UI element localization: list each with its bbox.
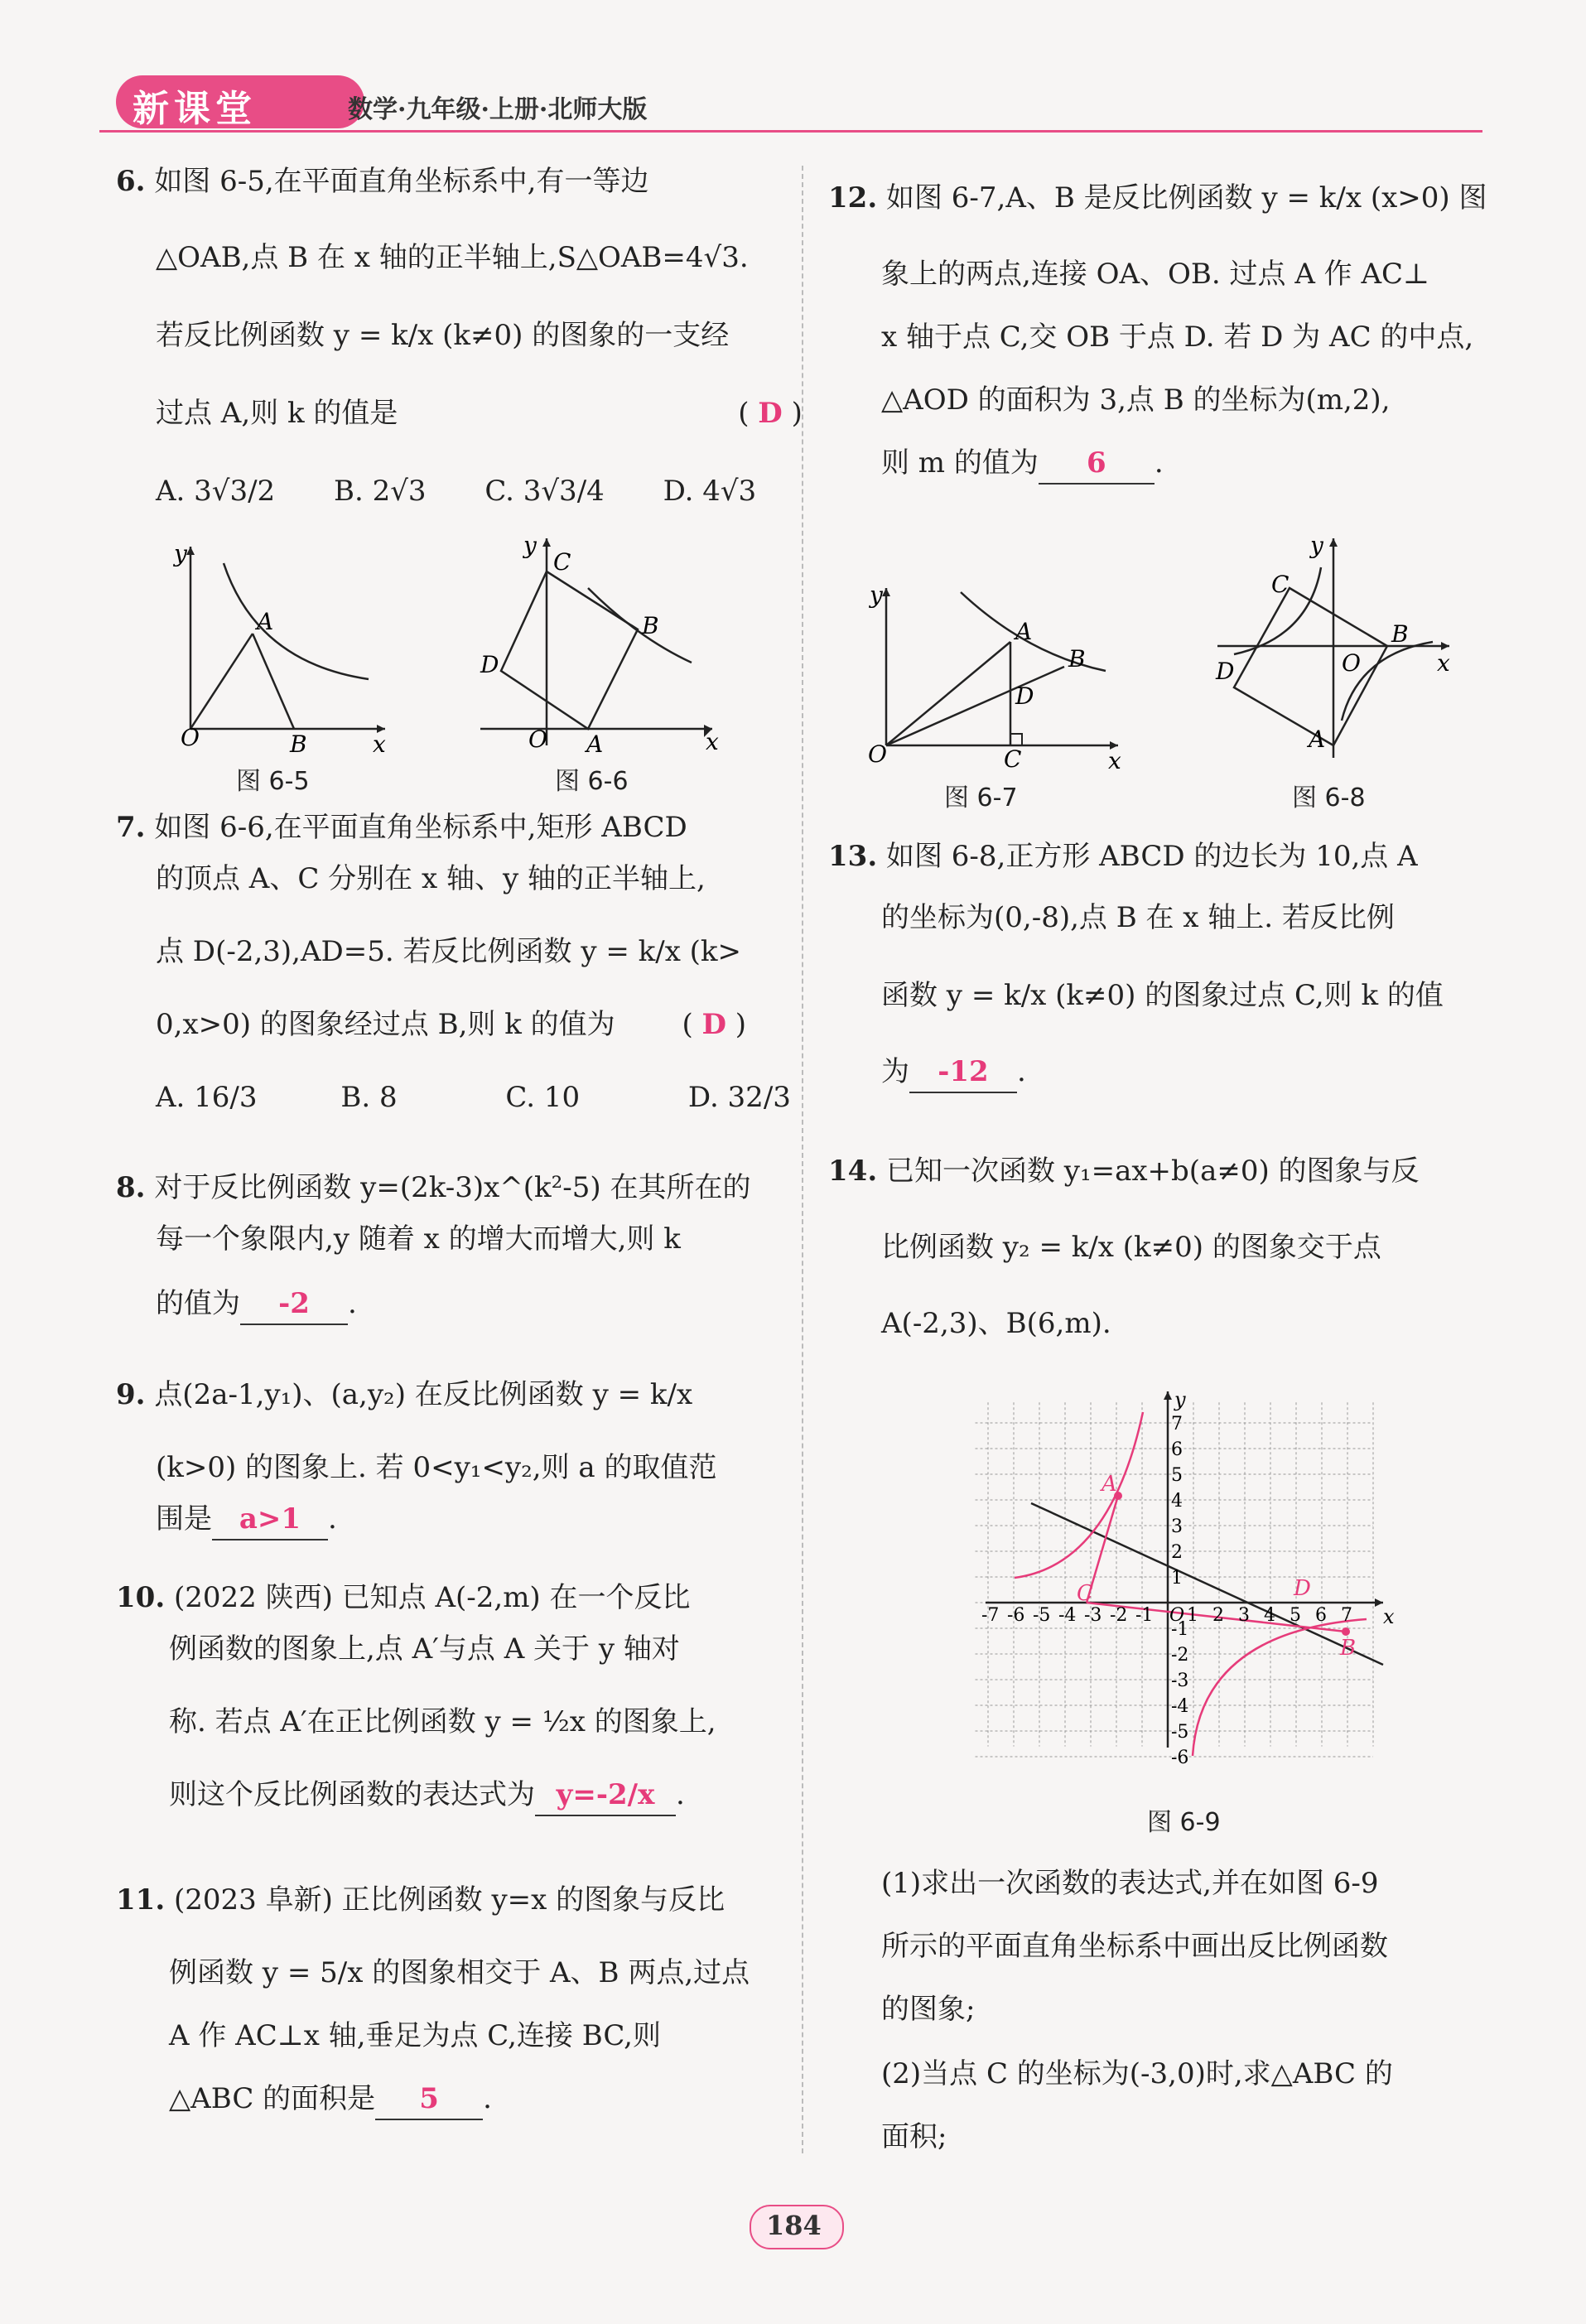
x-tick-label: -7 [981,1605,1000,1626]
question-11: 11. (2023 阜新) 正比例函数 y=x 的图象与反比 例函数 y = 5/x 的图象相交于 A、B 两点,过点 A 作 AC⊥x 轴,垂足为点 C,连接 BC,则 △ABC 的面积是 5 . [116,1880,750,2120]
question-14-part-1: (1)求出一次函数的表达式,并在如图 6-9 所示的平面直角坐标系中画出反比例函数 的图象; [881,1867,1388,2026]
svg-text:O: O [868,740,887,768]
figure-6-9 [969,1383,1400,1764]
svg-text:D: D [1015,682,1034,710]
svg-text:A: A [1015,618,1033,645]
svg-text:x: x [1108,747,1121,770]
svg-text:y: y [523,532,537,559]
y-tick-label: 1 [1171,1568,1183,1589]
svg-text:C: C [553,548,571,576]
q7-answer: D [701,1008,726,1041]
svg-text:y: y [1174,1388,1186,1411]
label-y: y [174,540,187,567]
caption-6-7: 图 6-7 [944,784,1018,812]
svg-text:O: O [1342,649,1361,677]
svg-text:x: x [1383,1605,1395,1628]
label-x: x [373,730,386,754]
q9-answer: a>1 [239,1502,301,1536]
y-tick-label: -3 [1171,1671,1189,1691]
x-tick-label: -2 [1110,1605,1128,1626]
x-tick-label: 3 [1238,1605,1250,1626]
svg-text:x: x [1437,649,1450,677]
caption-6-5: 图 6-5 [236,767,310,796]
svg-text:D: D [1294,1576,1311,1601]
svg-text:D: D [480,651,499,678]
x-tick-label: 6 [1315,1605,1327,1626]
y-tick-label: -1 [1171,1619,1189,1640]
q11-answer: 5 [419,2082,439,2115]
svg-text:B: B [1340,1636,1357,1661]
svg-text:B: B [642,612,659,639]
y-tick-label: 3 [1171,1516,1183,1537]
question-14: 14. 已知一次函数 y₁=ax+b(a≠0) 的图象与反 比例函数 y₂ = k/x (k≠0) 的图象交于点 A(-2,3)、B(6,m). [828,1155,1420,1340]
svg-text:x: x [706,728,719,754]
x-tick-label: 1 [1187,1605,1198,1626]
svg-text:C: C [1077,1581,1093,1606]
question-10: 10. (2022 陕西) 已知点 A(-2,m) 在一个反比 例函数的图象上,点 A′与点 A 关于 y 轴对 称. 若点 A′在正比例函数 y = ½x 的图象上, 则这个反比例函数的表达式为 y=-2/x . [116,1578,716,1816]
y-tick-label: -2 [1171,1645,1189,1666]
y-tick-label: 5 [1171,1465,1183,1486]
y-tick-label: -6 [1171,1748,1189,1764]
x-tick-label: -6 [1007,1605,1025,1626]
y-tick-label: -5 [1171,1722,1189,1743]
svg-text:A: A [1309,726,1326,753]
y-tick-label: 4 [1171,1491,1183,1512]
x-tick-label: -1 [1135,1605,1154,1626]
label-O: O [181,724,200,751]
x-tick-label: 5 [1290,1605,1301,1626]
q12-answer: 6 [1087,446,1106,480]
header-subtitle: 数学·九年级·上册·北师大版 [348,95,648,124]
figure-6-5 [166,538,398,754]
x-tick-label: 7 [1341,1605,1352,1626]
svg-text:O: O [528,726,547,753]
question-9: 9. 点(2a-1,y₁)、(a,y₂) 在反比例函数 y = k/x (k>0) 的图象上. 若 0<y₁<y₂,则 a 的取值范 围是 a>1 . [116,1375,716,1540]
figure-6-6 [472,530,729,754]
caption-6-8: 图 6-8 [1292,784,1366,812]
svg-text:C: C [1004,745,1022,770]
x-tick-label: 4 [1264,1605,1275,1626]
y-tick-label: 2 [1171,1542,1183,1563]
question-14-part-2: (2)当点 C 的坐标为(-3,0)时,求△ABC 的 面积; [881,2057,1393,2153]
caption-6-6: 图 6-6 [555,767,629,796]
question-12: 12. 如图 6-7,A、B 是反比例函数 y = k/x (x>0) 图 象上的两点,连接 OA、OB. 过点 A 作 AC⊥ x 轴于点 C,交 OB 于点 D. 若 D 为 AC 的中点, △AOD 的面积为 3,点 B 的坐标为(m,2), 则 m 的值为 6 . [828,178,1487,485]
x-tick-label: -5 [1033,1605,1051,1626]
svg-text:y: y [870,581,883,609]
q10-answer: y=-2/x [556,1778,655,1811]
question-8: 8. 对于反比例函数 y=(2k-3)x^(k²-5) 在其所在的 每一个象限内,y 随着 x 的增大而增大,则 k 的值为 -2 . [116,1168,750,1325]
origin-label: O [1169,1605,1185,1626]
page-number: 184 [766,2210,822,2241]
q13-answer: -12 [938,1055,989,1088]
svg-text:D: D [1216,658,1235,685]
svg-text:y: y [1310,532,1323,559]
label-B: B [290,730,307,754]
svg-text:B: B [1391,620,1409,648]
header-rule [99,130,1482,133]
figure-6-8 [1209,530,1458,762]
header [99,70,1507,137]
x-tick-label: -4 [1058,1605,1077,1626]
logo-text: 新课堂 [133,88,257,130]
y-tick-label: -4 [1171,1696,1189,1717]
figure-6-7 [861,580,1126,770]
x-tick-label: 2 [1212,1605,1224,1626]
svg-text:C: C [1271,571,1290,598]
label-A: A [257,608,274,635]
question-13: 13. 如图 6-8,正方形 ABCD 的边长为 10,点 A 的坐标为(0,-8),点 B 在 x 轴上. 若反比例 函数 y = k/x (k≠0) 的图象过点 C,则 k 的值 为 -12 . [828,837,1444,1093]
q6-answer: D [758,397,783,430]
y-tick-label: 7 [1171,1414,1183,1434]
q8-answer: -2 [278,1287,310,1320]
y-tick-label: 6 [1171,1439,1183,1460]
svg-text:A: A [1102,1472,1117,1497]
caption-6-9: 图 6-9 [1147,1808,1221,1837]
svg-text:A: A [586,730,604,754]
question-7: 7. 如图 6-6,在平面直角坐标系中,矩形 ABCD 的顶点 A、C 分别在 x 轴、y 轴的正半轴上, 点 D(-2,3),AD=5. 若反比例函数 y = k/x (k> 0,x>0) 的图象经过点 B,则 k 的值为 ( D ) A. 16/3 B. 8 C. 10 D. 32/3 [116,811,791,1114]
x-tick-label: -3 [1084,1605,1102,1626]
svg-text:B: B [1068,645,1086,673]
question-6: 6. 如图 6-5,在平面直角坐标系中,有一等边 △OAB,点 B 在 x 轴的正半轴上,S△OAB=4√3. 若反比例函数 y = k/x (k≠0) 的图象的一支经 过点 A,则 k 的值是 ( D ) A. 3√3/2 B. 2√3 C. 3√3/4 D. 4√3 [116,165,803,508]
